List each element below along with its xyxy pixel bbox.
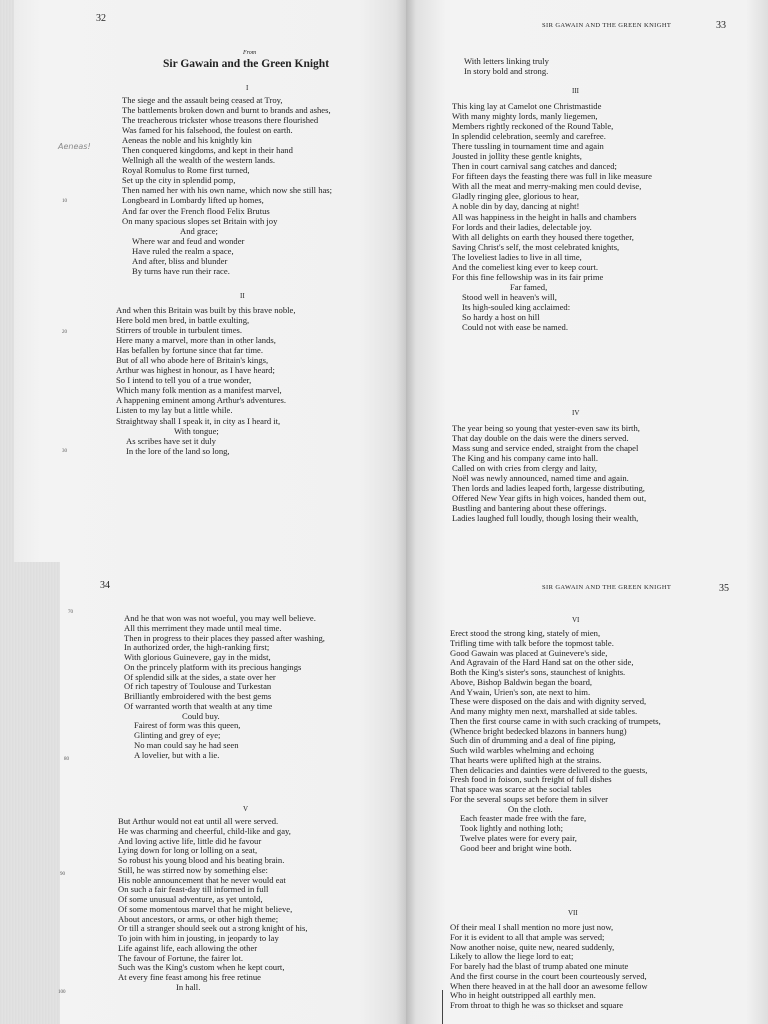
verse-line: He was charming and cheerful, child-like and gay, (118, 825, 291, 836)
verse-line: Where war and feud and wonder (132, 235, 245, 246)
verse-line: Good beer and bright wine both. (460, 842, 572, 853)
page-33 (406, 0, 768, 562)
verse-line: When there heaved in at the hall door an awesome fellow (450, 980, 648, 991)
verse-line: Longbeard in Lombardy lifted up homes, (122, 195, 264, 206)
verse-line: Now another noise, quite new, neared suddenly, (450, 941, 615, 952)
margin-bracket (442, 990, 443, 1024)
stanza-ii (116, 305, 296, 456)
verse-line: Of splendid silk at the sides, a state over her (124, 671, 276, 682)
verse-line: Which many folk mention as a manifest marvel, (116, 385, 282, 396)
verse-line: Have ruled the realm a space, (132, 245, 234, 256)
verse-line: Erect stood the strong king, stately of mien, (450, 628, 601, 638)
verse-line: To join with him in jousting, in jeopardy to lay (118, 933, 279, 943)
verse-line: Gladly ringing glee, glorious to hear, (452, 191, 579, 202)
section-heading-vii: VII (568, 909, 578, 917)
verse-line: Offered New Year gifts in high voices, handed them out, (452, 493, 647, 504)
verse-line: Above, Bishop Baldwin began the board, (450, 676, 593, 687)
page-34 (0, 562, 406, 1024)
verse-line: A happening eminent among Arthur's adventures. (116, 395, 287, 406)
verse-line: Noël was newly announced, named time and again. (452, 473, 629, 484)
verse-line: No man could say he had seen (134, 739, 239, 750)
verse-line: Fairest of form was this queen, (134, 720, 241, 731)
verse-line: But Arthur would not eat until all were served. (118, 816, 279, 826)
verse-line: For it is evident to all that ample was served; (450, 931, 605, 942)
verse-line: There tussling in tournament time and again (452, 141, 604, 152)
verse-line: And the comeliest king ever to keep court. (452, 261, 599, 272)
page-32 (0, 0, 406, 562)
verse-line: These were disposed on the dais and with dignity served, (450, 696, 647, 707)
verse-line: In story bold and strong. (464, 66, 549, 77)
verse-line: Saving Christ's self, the most celebrated knights, (452, 241, 620, 252)
line-number: 80 (64, 757, 69, 762)
verse-line: Stood well in heaven's will, (462, 291, 557, 302)
running-head: SIR GAWAIN AND THE GREEN KNIGHT (542, 22, 672, 29)
verse-line: The treacherous trickster whose treasons there flourished (122, 115, 319, 126)
section-heading-ii: II (240, 292, 245, 300)
line-number: 10 (62, 199, 67, 204)
verse-line: With letters linking truly (464, 56, 549, 66)
verse-line: A noble din by day, dancing at night! (452, 201, 580, 212)
page-edge (0, 562, 60, 1024)
verse-line: And he that won was not woeful, you may well believe. (124, 613, 316, 623)
page-number: 33 (716, 20, 726, 31)
verse-line: All was happiness in the height in halls and chambers (452, 211, 637, 222)
verse-line: Life against life, each allowing the other (118, 942, 258, 953)
verse-line: Then named her with his own name, which now she still has; (122, 185, 333, 196)
verse-line: At every fine feast among his free retinue (118, 972, 261, 982)
verse-line: This king lay at Camelot one Christmastide (452, 101, 602, 111)
verse-line: Then lords and ladies leaped forth, largesse distributing, (452, 483, 645, 494)
verse-line: Of their meal I shall mention no more just now, (450, 922, 614, 932)
line-number: 100 (58, 990, 66, 995)
verse-line: On such a fair feast-day till informed in full (118, 884, 269, 895)
verse-line: About ancestors, or arms, or other high theme; (118, 913, 279, 924)
verse-line: Then conquered kingdoms, and kept in their hand (122, 145, 293, 156)
verse-line: Straightway shall I speak it, in city as I heard it, (116, 415, 281, 426)
stanza-v (118, 817, 308, 993)
section-heading-iv: IV (572, 409, 580, 417)
line-number: 70 (68, 610, 73, 615)
verse-line: A lovelier, but with a lie. (134, 749, 220, 760)
verse-line: And the first course in the court been courteously served, (450, 970, 647, 981)
verse-line: Could buy. (182, 710, 220, 721)
section-heading-iii: III (572, 87, 579, 95)
verse-line: (Whence bright bedecked blazons in banners hung) (450, 725, 627, 736)
stanza-i (122, 95, 332, 276)
running-head: SIR GAWAIN AND THE GREEN KNIGHT (542, 584, 672, 591)
verse-line: Here bold men bred, in battle exulting, (116, 315, 250, 326)
verse-line: Jousted in jollity these gentle knights, (452, 151, 582, 162)
verse-line: Then the first course came in with such cracking of trumpets, (450, 715, 661, 726)
verse-line: For lords and their ladies, delectable joy. (452, 221, 592, 232)
verse-line: Trifling time with talk before the topmost table. (450, 637, 614, 648)
verse-line: Set up the city in splendid pomp, (122, 175, 236, 186)
stanza-ii-continued (464, 56, 549, 76)
verse-line: All this merriment they made until meal time. (124, 622, 282, 633)
verse-line: Ladies laughed full loudly, though losing their wealth, (452, 513, 639, 524)
verse-line: Still, he was stirred now by something else: (118, 864, 268, 875)
verse-line: Such wild warbles whelming and echoing (450, 745, 594, 755)
verse-line: Here many a marvel, more than in other lands, (116, 335, 276, 346)
verse-line: By turns have run their race. (132, 265, 230, 276)
line-number: 30 (62, 449, 67, 454)
verse-line: Twelve plates were for every pair, (460, 832, 577, 843)
verse-line: Bustling and bantering about these offerings. (452, 503, 607, 514)
stanza-iii (452, 101, 652, 332)
verse-line: Wellnigh all the wealth of the western lands. (122, 155, 275, 166)
verse-line: On many spacious slopes set Britain with joy (122, 215, 278, 226)
verse-line: Of rich tapestry of Toulouse and Turkestan (124, 681, 272, 692)
verse-line: Then in court carnival sang catches and danced; (452, 161, 617, 172)
verse-line: Listen to my lay but a little while. (116, 405, 233, 416)
section-heading-v: V (243, 805, 249, 813)
verse-line: Of warranted worth that wealth at any time (124, 700, 273, 711)
verse-line: That space was scarce at the social tables (450, 784, 592, 794)
stanza-iv-continued (124, 614, 325, 760)
verse-line: That hearts were uplifted high at the strains. (450, 754, 602, 765)
verse-line: On the princely platform with its precious hangings (124, 661, 302, 672)
line-number: 20 (62, 330, 67, 335)
verse-line: Glinting and grey of eye; (134, 730, 221, 740)
verse-line: And when this Britain was built by this brave noble, (116, 305, 296, 315)
verse-line: With all delights on earth they housed there together, (452, 231, 634, 242)
verse-line: Of some momentous marvel that he might believe, (118, 903, 293, 914)
verse-line: That day double on the dais were the diners served. (452, 433, 629, 444)
verse-line: Stirrers of trouble in turbulent times. (116, 325, 243, 336)
page-35 (406, 562, 768, 1024)
page-number: 34 (100, 580, 110, 591)
verse-line: Of some unusual adventure, as yet untold, (118, 894, 263, 904)
section-heading-i: I (246, 84, 249, 92)
verse-line: Such din of drumming and a deal of fine piping, (450, 735, 616, 746)
verse-line: Mass sung and service ended, straight from the chapel (452, 443, 639, 454)
verse-line: As scribes have set it duly (126, 435, 216, 446)
verse-line: Was famed for his falsehood, the foulest on earth. (122, 125, 293, 136)
verse-line: Called on with cries from clergy and laity, (452, 463, 597, 474)
verse-line: So robust his young blood and his beating brain. (118, 855, 285, 865)
verse-line: For this fine fellowship was in its fair prime (452, 271, 604, 282)
verse-line: The year being so young that yester-even saw its birth, (452, 423, 640, 433)
verse-line: Then in progress to their places they passed after washing, (124, 632, 325, 643)
verse-line: For the several soups set before them in silver (450, 793, 608, 804)
verse-line: Far famed, (510, 281, 548, 292)
verse-line: Then delicacies and dainties were delivered to the guests, (450, 764, 648, 775)
verse-line: With glorious Guinevere, gay in the midst, (124, 652, 271, 662)
verse-line: On the cloth. (508, 803, 553, 814)
verse-line: Likely to allow the liege lord to eat; (450, 951, 574, 962)
verse-line: The loveliest ladies to live in all time, (452, 251, 582, 262)
verse-line: Could not with ease be named. (462, 322, 568, 333)
verse-line: So hardy a host on hill (462, 311, 540, 322)
verse-line: Aeneas the noble and his knightly kin (122, 135, 252, 146)
verse-line: With tongue; (174, 425, 219, 436)
verse-line: Lying down for long or lolling on a seat, (118, 845, 258, 856)
verse-line: Took lightly and nothing loth; (460, 823, 563, 833)
verse-line: Who in height outstripped all earthly men. (450, 990, 596, 1001)
verse-line: With many mighty lords, manly liegemen, (452, 111, 598, 122)
page-edge (0, 0, 14, 562)
verse-line: In splendid celebration, seemly and carefree. (452, 131, 606, 142)
verse-line: Has befallen by fortune since that far time. (116, 345, 263, 356)
verse-line: Arthur was highest in honour, as I have heard; (116, 365, 275, 376)
verse-line: In hall. (176, 981, 201, 992)
verse-line: With all the meat and merry-making men could devise, (452, 181, 642, 192)
verse-line: And grace; (180, 225, 218, 236)
verse-line: But of all who abode here of Britain's kings, (116, 355, 269, 366)
verse-line: Each feaster made free with the fare, (460, 813, 587, 824)
page-number: 35 (719, 583, 729, 594)
verse-line: And many mighty men next, marshalled at side tables. (450, 706, 638, 716)
verse-line: Such was the King's custom when he kept court, (118, 962, 285, 973)
verse-line: Good Gawain was placed at Guinevere's side, (450, 647, 608, 658)
verse-line: Both the King's sister's sons, staunchest of knights. (450, 667, 626, 677)
line-number: 90 (60, 872, 65, 877)
margin-note: Aeneas! (58, 142, 91, 151)
verse-line: Its high-souled king acclaimed: (462, 301, 571, 312)
verse-line: The siege and the assault being ceased at Troy, (122, 95, 283, 105)
verse-line: Royal Romulus to Rome first turned, (122, 165, 250, 176)
verse-line: Brilliantly embroidered with the best gems (124, 691, 272, 701)
verse-line: And Agravain of the Hard Hand sat on the other side, (450, 657, 634, 668)
stanza-iv (452, 423, 646, 523)
from-label: From (243, 50, 257, 56)
verse-line: And after, bliss and blunder (132, 255, 228, 266)
verse-line: For fifteen days the feasting there was full in like measure (452, 171, 652, 182)
verse-line: The battlements broken down and burnt to brands and ashes, (122, 105, 331, 116)
verse-line: In the lore of the land so long, (126, 445, 230, 456)
verse-line: In authorized order, the high-ranking first; (124, 642, 270, 653)
section-heading-vi: VI (572, 616, 580, 624)
verse-line: Fresh food in foison, such freight of full dishes (450, 774, 612, 785)
stanza-vi (450, 629, 661, 853)
verse-line: From throat to thigh he was so thickset and square (450, 1000, 624, 1010)
verse-line: And Ywain, Urien's son, ate next to him. (450, 686, 591, 697)
page-number: 32 (96, 13, 106, 24)
verse-line: Members rightly reckoned of the Round Table, (452, 121, 614, 132)
verse-line: The favour of Fortune, the fairer lot. (118, 952, 244, 963)
verse-line: And far over the French flood Felix Brutus (122, 205, 270, 216)
verse-line: His noble announcement that he never would eat (118, 874, 286, 885)
verse-line: And loving active life, little did he favour (118, 835, 262, 846)
bottom-spread (0, 562, 768, 1024)
stanza-vii (450, 923, 648, 1011)
verse-line: The King and his company came into hall. (452, 453, 599, 464)
verse-line: For barely had the blast of trump abated one minute (450, 961, 629, 971)
page-title: Sir Gawain and the Green Knight (163, 58, 330, 70)
verse-line: So I intend to tell you of a true wonder, (116, 375, 252, 386)
verse-line: Or till a stranger should seek out a strong knight of his, (118, 923, 308, 934)
